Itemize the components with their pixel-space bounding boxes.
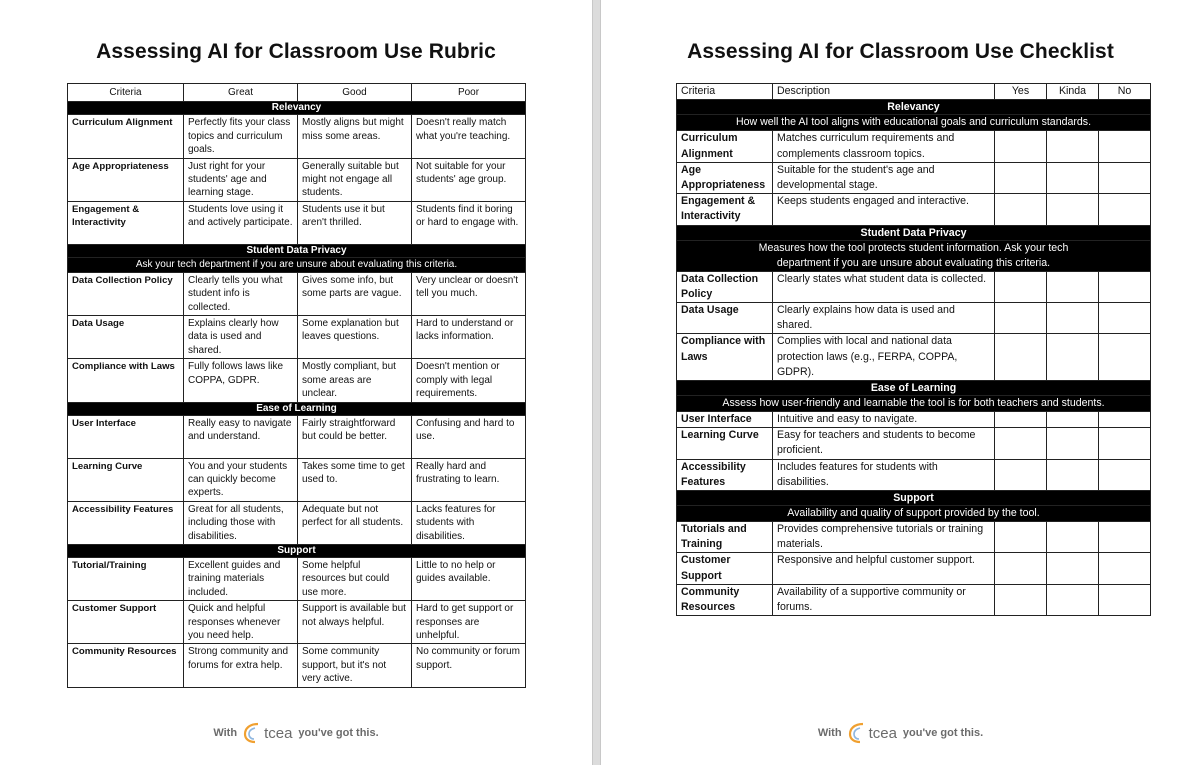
- no-checkbox-cell[interactable]: [1099, 553, 1151, 584]
- footer-suffix: you've got this.: [298, 727, 379, 739]
- footer-brand: tcea: [868, 724, 897, 742]
- criteria-cell: Compliance with Laws: [677, 334, 773, 381]
- yes-checkbox-cell[interactable]: [995, 459, 1047, 490]
- criteria-cell: Data Collection Policy: [68, 272, 184, 315]
- table-row: [68, 501, 526, 544]
- description-cell: Provides comprehensive tutorials or training materials.: [773, 522, 995, 553]
- criteria-cell: Accessibility Features: [677, 459, 773, 490]
- section-subtitle: Ask your tech department if you are unsure about evaluating this criteria.: [68, 257, 526, 272]
- rubric-title: Assessing AI for Classroom Use Rubric: [96, 40, 496, 63]
- no-checkbox-cell[interactable]: [1099, 334, 1151, 381]
- checklist-col-kinda: Kinda: [1047, 84, 1099, 100]
- yes-checkbox-cell[interactable]: [995, 522, 1047, 553]
- no-checkbox-cell[interactable]: [1099, 412, 1151, 428]
- section-subtitle: Availability and quality of support provided by the tool.: [677, 506, 1151, 522]
- great-cell: Explains clearly how data is used and shared.: [184, 316, 298, 359]
- rubric-section-relevancy: [68, 102, 526, 115]
- good-cell: Takes some time to get used to.: [298, 458, 412, 501]
- no-checkbox-cell[interactable]: [1099, 303, 1151, 334]
- checklist-section-support: [677, 491, 1151, 506]
- yes-checkbox-cell[interactable]: [995, 131, 1047, 162]
- criteria-cell: Tutorial/Training: [68, 557, 184, 600]
- poor-cell: Doesn't mention or comply with legal requirements.: [412, 359, 526, 402]
- no-checkbox-cell[interactable]: [1099, 584, 1151, 615]
- no-checkbox-cell[interactable]: [1099, 428, 1151, 459]
- no-checkbox-cell[interactable]: [1099, 194, 1151, 225]
- poor-cell: Hard to get support or responses are unhelpful.: [412, 601, 526, 644]
- table-row: [677, 303, 1151, 334]
- yes-checkbox-cell[interactable]: [995, 194, 1047, 225]
- criteria-cell: Community Resources: [68, 644, 184, 687]
- good-cell: Generally suitable but might not engage all students.: [298, 158, 412, 201]
- poor-cell: Little to no help or guides available.: [412, 557, 526, 600]
- tcea-swoosh-icon: [848, 722, 868, 744]
- great-cell: Excellent guides and training materials included.: [184, 557, 298, 600]
- description-cell: Intuitive and easy to navigate.: [773, 412, 995, 428]
- no-checkbox-cell[interactable]: [1099, 522, 1151, 553]
- kinda-checkbox-cell[interactable]: [1047, 459, 1099, 490]
- section-subtitle: Assess how user-friendly and learnable the tool is for both teachers and students.: [677, 396, 1151, 412]
- great-cell: Clearly tells you what student info is collected.: [184, 272, 298, 315]
- table-row: [677, 584, 1151, 615]
- good-cell: Some helpful resources but could use more.: [298, 557, 412, 600]
- checklist-section-privacy: [677, 225, 1151, 240]
- table-row: [677, 334, 1151, 381]
- poor-cell: Students find it boring or hard to engage with.: [412, 201, 526, 244]
- kinda-checkbox-cell[interactable]: [1047, 412, 1099, 428]
- rubric-section-privacy: [68, 244, 526, 257]
- table-row: [68, 644, 526, 687]
- checklist-col-criteria: Criteria: [677, 84, 773, 100]
- good-cell: Students use it but aren't thrilled.: [298, 201, 412, 244]
- table-row: [68, 272, 526, 315]
- section-title: Ease of Learning: [68, 402, 526, 415]
- great-cell: Great for all students, including those with disabilities.: [184, 501, 298, 544]
- section-title: Relevancy: [677, 100, 1151, 115]
- poor-cell: Very unclear or doesn't tell you much.: [412, 272, 526, 315]
- kinda-checkbox-cell[interactable]: [1047, 194, 1099, 225]
- table-row: [68, 115, 526, 158]
- rubric-page: [0, 0, 592, 765]
- footer-prefix: With: [817, 727, 842, 739]
- table-row: [68, 557, 526, 600]
- yes-checkbox-cell[interactable]: [995, 334, 1047, 381]
- table-row: [68, 158, 526, 201]
- rubric-table: [67, 83, 526, 688]
- criteria-cell: Engagement & Interactivity: [68, 201, 184, 244]
- criteria-cell: Community Resources: [677, 584, 773, 615]
- description-cell: Suitable for the student's age and developmental stage.: [773, 162, 995, 193]
- rubric-section-support: [68, 544, 526, 557]
- table-row: [677, 162, 1151, 193]
- yes-checkbox-cell[interactable]: [995, 303, 1047, 334]
- rubric-section-privacy-note: [68, 257, 526, 272]
- description-cell: Keeps students engaged and interactive.: [773, 194, 995, 225]
- rubric-footer: [0, 722, 592, 744]
- kinda-checkbox-cell[interactable]: [1047, 303, 1099, 334]
- section-title: Ease of Learning: [677, 381, 1151, 396]
- checklist-footer: [601, 722, 1200, 744]
- kinda-checkbox-cell[interactable]: [1047, 334, 1099, 381]
- good-cell: Mostly aligns but might miss some areas.: [298, 115, 412, 158]
- section-title: Support: [68, 544, 526, 557]
- rubric-col-great: Great: [184, 84, 298, 102]
- kinda-checkbox-cell[interactable]: [1047, 131, 1099, 162]
- tcea-logo: [848, 722, 897, 744]
- criteria-cell: Learning Curve: [68, 458, 184, 501]
- checklist-section-ease-note: [677, 396, 1151, 412]
- great-cell: Quick and helpful responses whenever you need help.: [184, 601, 298, 644]
- good-cell: Fairly straightforward but could be better.: [298, 415, 412, 458]
- page-gap: [592, 0, 601, 765]
- poor-cell: Hard to understand or lacks information.: [412, 316, 526, 359]
- section-title: Student Data Privacy: [677, 225, 1151, 240]
- poor-cell: Lacks features for students with disabilities.: [412, 501, 526, 544]
- yes-checkbox-cell[interactable]: [995, 271, 1047, 302]
- poor-cell: Not suitable for your students' age group.: [412, 158, 526, 201]
- checklist-section-support-note: [677, 506, 1151, 522]
- section-subtitle: Measures how the tool protects student information. Ask your tech department if you are unsure about evaluating this criteria.: [677, 240, 1151, 271]
- criteria-cell: Age Appropriateness: [677, 162, 773, 193]
- poor-cell: No community or forum support.: [412, 644, 526, 687]
- good-cell: Adequate but not perfect for all students.: [298, 501, 412, 544]
- poor-cell: Doesn't really match what you're teaching.: [412, 115, 526, 158]
- kinda-checkbox-cell[interactable]: [1047, 522, 1099, 553]
- poor-cell: Confusing and hard to use.: [412, 415, 526, 458]
- table-row: [677, 412, 1151, 428]
- section-title: Support: [677, 491, 1151, 506]
- table-row: [68, 601, 526, 644]
- no-checkbox-cell[interactable]: [1099, 131, 1151, 162]
- good-cell: Some explanation but leaves questions.: [298, 316, 412, 359]
- criteria-cell: Customer Support: [677, 553, 773, 584]
- checklist-col-yes: Yes: [995, 84, 1047, 100]
- table-row: [677, 459, 1151, 490]
- rubric-col-criteria: Criteria: [68, 84, 184, 102]
- criteria-cell: Accessibility Features: [68, 501, 184, 544]
- table-row: [677, 522, 1151, 553]
- criteria-cell: User Interface: [68, 415, 184, 458]
- description-cell: Complies with local and national data protection laws (e.g., FERPA, COPPA, GDPR).: [773, 334, 995, 381]
- section-title: Student Data Privacy: [68, 244, 526, 257]
- checklist-title: Assessing AI for Classroom Use Checklist: [687, 40, 1114, 63]
- great-cell: You and your students can quickly become experts.: [184, 458, 298, 501]
- good-cell: Some community support, but it's not very active.: [298, 644, 412, 687]
- great-cell: Fully follows laws like COPPA, GDPR.: [184, 359, 298, 402]
- criteria-cell: Age Appropriateness: [68, 158, 184, 201]
- table-row: [677, 131, 1151, 162]
- footer-prefix: With: [213, 727, 238, 739]
- kinda-checkbox-cell[interactable]: [1047, 553, 1099, 584]
- great-cell: Just right for your students' age and learning stage.: [184, 158, 298, 201]
- yes-checkbox-cell[interactable]: [995, 428, 1047, 459]
- table-row: [68, 458, 526, 501]
- criteria-cell: Data Usage: [68, 316, 184, 359]
- checklist-section-ease: [677, 381, 1151, 396]
- table-row: [68, 359, 526, 402]
- table-row: [68, 201, 526, 244]
- criteria-cell: Compliance with Laws: [68, 359, 184, 402]
- no-checkbox-cell[interactable]: [1099, 271, 1151, 302]
- no-checkbox-cell[interactable]: [1099, 459, 1151, 490]
- criteria-cell: Tutorials and Training: [677, 522, 773, 553]
- kinda-checkbox-cell[interactable]: [1047, 584, 1099, 615]
- tcea-logo: [243, 722, 292, 744]
- no-checkbox-cell[interactable]: [1099, 162, 1151, 193]
- criteria-cell: Curriculum Alignment: [68, 115, 184, 158]
- rubric-header-row: [68, 84, 526, 102]
- good-cell: Mostly compliant, but some areas are unclear.: [298, 359, 412, 402]
- good-cell: Gives some info, but some parts are vague.: [298, 272, 412, 315]
- checklist-col-description: Description: [773, 84, 995, 100]
- poor-cell: Really hard and frustrating to learn.: [412, 458, 526, 501]
- checklist-section-relevancy: [677, 100, 1151, 115]
- great-cell: Really easy to navigate and understand.: [184, 415, 298, 458]
- rubric-col-poor: Poor: [412, 84, 526, 102]
- description-cell: Clearly states what student data is collected.: [773, 271, 995, 302]
- criteria-cell: User Interface: [677, 412, 773, 428]
- good-cell: Support is available but not always helpful.: [298, 601, 412, 644]
- checklist-header-row: [677, 84, 1151, 100]
- section-subtitle: How well the AI tool aligns with educational goals and curriculum standards.: [677, 115, 1151, 131]
- description-cell: Availability of a supportive community or forums.: [773, 584, 995, 615]
- criteria-cell: Data Usage: [677, 303, 773, 334]
- criteria-cell: Learning Curve: [677, 428, 773, 459]
- footer-suffix: you've got this.: [902, 727, 984, 739]
- kinda-checkbox-cell[interactable]: [1047, 162, 1099, 193]
- criteria-cell: Data Collection Policy: [677, 271, 773, 302]
- description-cell: Responsive and helpful customer support.: [773, 553, 995, 584]
- checklist-section-relevancy-note: [677, 115, 1151, 131]
- section-title: Relevancy: [68, 102, 526, 115]
- table-row: [677, 271, 1151, 302]
- checklist-section-privacy-note: [677, 240, 1151, 271]
- description-cell: Includes features for students with disabilities.: [773, 459, 995, 490]
- table-row: [677, 194, 1151, 225]
- great-cell: Students love using it and actively participate.: [184, 201, 298, 244]
- description-cell: Matches curriculum requirements and complements classroom topics.: [773, 131, 995, 162]
- kinda-checkbox-cell[interactable]: [1047, 271, 1099, 302]
- rubric-section-ease: [68, 402, 526, 415]
- checklist-col-no: No: [1099, 84, 1151, 100]
- great-cell: Strong community and forums for extra help.: [184, 644, 298, 687]
- great-cell: Perfectly fits your class topics and curriculum goals.: [184, 115, 298, 158]
- criteria-cell: Engagement & Interactivity: [677, 194, 773, 225]
- table-row: [68, 316, 526, 359]
- yes-checkbox-cell[interactable]: [995, 162, 1047, 193]
- criteria-cell: Curriculum Alignment: [677, 131, 773, 162]
- table-row: [677, 553, 1151, 584]
- description-cell: Easy for teachers and students to become proficient.: [773, 428, 995, 459]
- table-row: [68, 415, 526, 458]
- table-row: [677, 428, 1151, 459]
- yes-checkbox-cell[interactable]: [995, 553, 1047, 584]
- yes-checkbox-cell[interactable]: [995, 584, 1047, 615]
- yes-checkbox-cell[interactable]: [995, 412, 1047, 428]
- tcea-swoosh-icon: [243, 722, 263, 744]
- kinda-checkbox-cell[interactable]: [1047, 428, 1099, 459]
- description-cell: Clearly explains how data is used and shared.: [773, 303, 995, 334]
- rubric-col-good: Good: [298, 84, 412, 102]
- checklist-table: [676, 83, 1151, 616]
- footer-brand: tcea: [264, 724, 293, 742]
- criteria-cell: Customer Support: [68, 601, 184, 644]
